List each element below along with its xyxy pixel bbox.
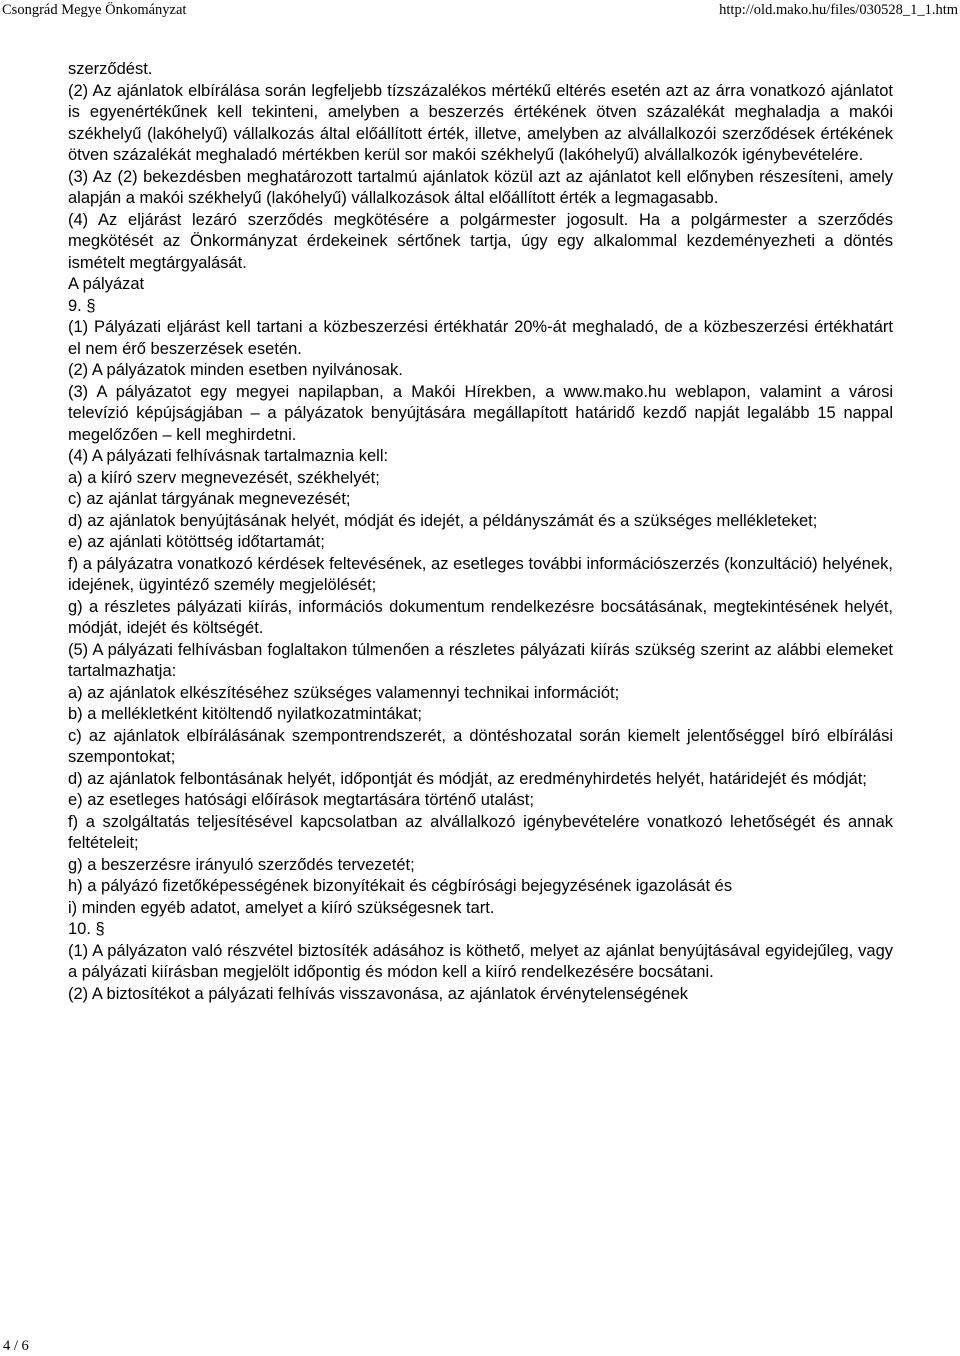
page-header [0,0,960,24]
list-item: h) a pályázó fizetőképességének bizonyítékait és cégbírósági bejegyzésének igazolását és [68,877,733,895]
section-title: A pályázat [68,275,145,293]
paragraph: szerződést. [68,60,153,78]
list-item: c) az ajánlatok elbírálásának szempontrendszerét, a döntéshozatal során kiemelt jelentőséggel bíró elbírálási szempontokat; [68,726,893,766]
list-item: b) a mellékletként kitöltendő nyilatkozatmintákat; [68,705,423,723]
paragraph: (5) A pályázati felhívásban foglaltakon túlmenően a részletes pályázati kiírás szükség szerint az alábbi elemeket tartalmazhatja: [68,640,893,680]
list-item: a) az ajánlatok elkészítéséhez szükséges valamennyi technikai információt; [68,683,620,702]
paragraph: (4) Az eljárást lezáró szerződés megkötésére a polgármester jogosult. Ha a polgármester a szerződés megkötését az Önkormányzat érdekeinek sértőnek tartja, úgy egy alkalommal kezdeményezheti a döntés ismételt megtárgyalását. [68,210,893,272]
list-item: a) a kiíró szerv megnevezését, székhelyét; [68,468,380,487]
paragraph: (3) A pályázatot egy megyei napilapban, a Makói Hírekben, a www.mako.hu weblapon, valamint a városi televízió képújságjában – a pályázatok benyújtására megállapított határidő kezdő napját legalább 15 nappal megelőzően – kell meghirdetni. [68,382,893,444]
paragraph: (2) Az ajánlatok elbírálása során legfeljebb tízszázalékos mértékű eltérés esetén azt az árra vonatkozó ajánlatot is egyenértékűnek kell tekinteni, amelyben a beszerzés értékének ötven százalékát meghaladja a makói székhelyű (lakóhelyű) vállalkozás által előállított érték, illetve, amelyben az alvállalkozói szerződések értékének ötven százalékát meghaladó mértékben kerül sor makói székhelyű (lakóhelyű) alvállalkozók igénybevételére. [68,81,893,164]
paragraph: (1) Pályázati eljárást kell tartani a közbeszerzési értékhatár 20%-át meghaladó, de a közbeszerzési értékhatárt el nem érő beszerzések esetén. [68,318,893,358]
list-item: f) a pályázatra vonatkozó kérdések feltevésének, az esetleges további információszerzés (konzultáció) helyének, idejének, ügyintéző személy megjelölését; [68,554,893,594]
list-item: d) az ajánlatok felbontásának helyét, időpontját és módját, az eredményhirdetés helyét, határidejét és módját; [68,769,867,788]
list-item: f) a szolgáltatás teljesítésével kapcsolatban az alvállalkozó igénybevételére vonatkozó lehetőségét és annak feltételeit; [68,812,893,852]
header-title: Csongrád Megye Önkományzat [2,2,187,18]
paragraph: (4) A pályázati felhívásnak tartalmaznia kell: [68,447,389,465]
list-item: c) az ajánlat tárgyának megnevezését; [68,490,351,508]
header-url: http://old.mako.hu/files/030528_1_1.htm [719,2,958,18]
section-number: 10. § [68,920,105,938]
list-item: g) a beszerzésre irányuló szerződés tervezetét; [68,855,415,874]
list-item: d) az ajánlatok benyújtásának helyét, módját és idejét, a példányszámát és a szükséges mellékleteket; [68,511,818,530]
paragraph: (1) A pályázaton való részvétel biztosíték adásához is köthető, melyet az ajánlat benyújtásával egyidejűleg, vagy a pályázati kiírásban megjelölt időpontig és módon kell a kiíró rendelkezésére bocsátani. [68,941,893,981]
list-item: e) az esetleges hatósági előírások megtartására történő utalást; [68,791,534,809]
section-number: 9. § [68,296,96,315]
document-body [68,59,893,1005]
page-number: 4 / 6 [3,1338,29,1354]
list-item: e) az ajánlati kötöttség időtartamát; [68,533,325,551]
list-item: g) a részletes pályázati kiírás, információs dokumentum rendelkezésre bocsátásának, megtekintésének helyét, módját, idejét és költségét. [68,597,893,637]
paragraph: (2) A biztosítékot a pályázati felhívás visszavonása, az ajánlatok érvénytelenségének [68,984,689,1003]
list-item: i) minden egyéb adatot, amelyet a kiíró szükségesnek tart. [68,898,495,917]
paragraph: (2) A pályázatok minden esetben nyilvánosak. [68,361,403,379]
paragraph: (3) Az (2) bekezdésben meghatározott tartalmú ajánlatok közül azt az ajánlatot kell előnyben részesíteni, amely alapján a makói székhelyű (lakóhelyű) vállalkozások által előállított érték a legmagasabb. [68,167,893,207]
